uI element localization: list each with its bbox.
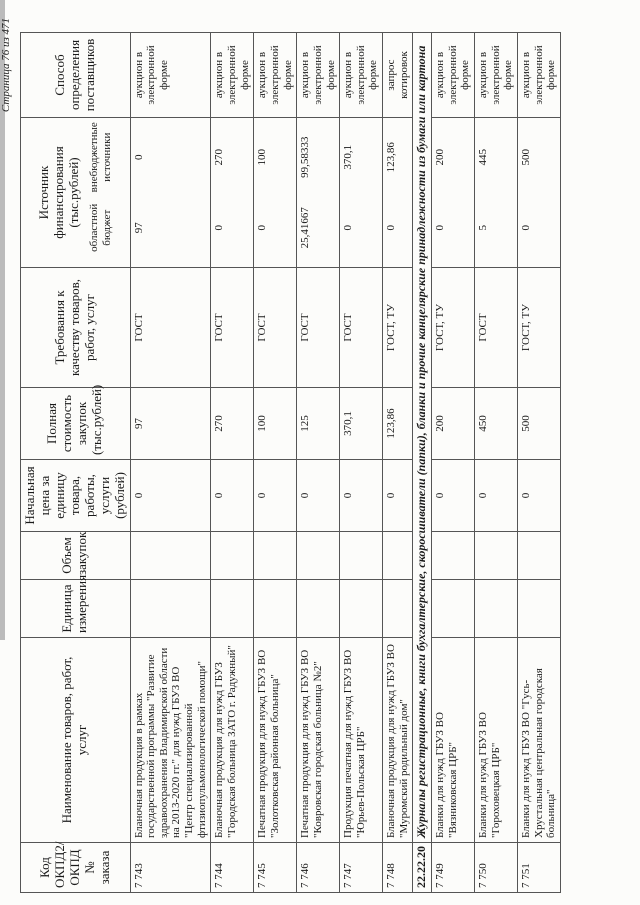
unit-cell xyxy=(383,580,413,638)
source-other: 0 xyxy=(132,154,145,160)
source-regional: 0 xyxy=(385,225,398,231)
source-cell xyxy=(518,118,561,268)
unit-cell xyxy=(130,580,211,638)
price-cell: 0 xyxy=(518,460,561,532)
volume-cell xyxy=(432,532,475,580)
method-cell: аукцион в электронной форме xyxy=(297,33,340,118)
price-cell: 0 xyxy=(254,460,297,532)
method-cell: аукцион в электронной форме xyxy=(432,33,475,118)
item-name: Бланочная продукция для нужд ГБУЗ ВО "Муромский родильный дом" xyxy=(383,638,413,843)
header-quality: Требования к качеству товаров, работ, услуг xyxy=(21,268,131,388)
header-name: Наименование товаров, работ, услуг xyxy=(21,638,131,843)
order-number: 7 751 xyxy=(518,843,561,893)
source-other: 445 xyxy=(477,149,490,166)
volume-cell xyxy=(340,532,383,580)
table-row xyxy=(383,33,413,893)
header-code: Код ОКПД2/ ОКПД № заказа xyxy=(21,843,131,893)
price-cell: 0 xyxy=(211,460,254,532)
item-name: Продукция печатная для нужд ГБУЗ ВО "Юрьев-Польская ЦРБ" xyxy=(340,638,383,843)
source-cell xyxy=(297,118,340,268)
method-cell: аукцион в электронной форме xyxy=(130,33,211,118)
total-cell: 97 xyxy=(130,388,211,460)
order-number: 7 744 xyxy=(211,843,254,893)
method-cell: запрос котировок xyxy=(383,33,413,118)
header-source xyxy=(21,118,131,268)
table-body-2 xyxy=(432,33,561,893)
header-volume: Объем закупок xyxy=(21,532,131,580)
source-other: 370,1 xyxy=(342,144,355,170)
method-cell: аукцион в электронной форме xyxy=(254,33,297,118)
volume-cell xyxy=(383,532,413,580)
unit-cell xyxy=(475,580,518,638)
volume-cell xyxy=(254,532,297,580)
source-regional: 97 xyxy=(132,222,145,234)
group-code: 22.22.20 xyxy=(413,843,432,893)
header-total: Полная стоимость закупок (тыс.рублей) xyxy=(21,388,131,460)
volume-cell xyxy=(518,532,561,580)
table-row xyxy=(432,33,475,893)
header-source-title: Источник финансирования (тыс.рублей) xyxy=(36,146,82,239)
order-number: 7 748 xyxy=(383,843,413,893)
unit-cell xyxy=(254,580,297,638)
source-regional: 0 xyxy=(213,225,226,231)
item-name: Печатная продукция для нужд ГБУЗ ВО "Золотковская районная больница" xyxy=(254,638,297,843)
price-cell: 0 xyxy=(383,460,413,532)
quality-cell: ГОСТ xyxy=(475,268,518,388)
item-name: Бланки для нужд ГБУЗ ВО "Гусь-Хрустальная центральная городская больница" xyxy=(518,638,561,843)
item-name: Бланочная продукция в рамках государственной программы "Развитие здравоохранения Владимирской области на 2013-2020 гг." для нужд ГБУЗ ВО "Центр специализированной фтизиопульмонологической помощи" xyxy=(130,638,211,843)
source-cell xyxy=(130,118,211,268)
table-row xyxy=(297,33,340,893)
order-number: 7 747 xyxy=(340,843,383,893)
price-cell: 0 xyxy=(475,460,518,532)
method-cell: аукцион в электронной форме xyxy=(475,33,518,118)
unit-cell xyxy=(211,580,254,638)
unit-cell xyxy=(432,580,475,638)
method-cell: аукцион в электронной форме xyxy=(340,33,383,118)
source-cell xyxy=(211,118,254,268)
unit-cell xyxy=(297,580,340,638)
item-name: Бланочная продукция для нужд ГБУЗ "Городская больница ЗАТО г. Радужный" xyxy=(211,638,254,843)
volume-cell xyxy=(211,532,254,580)
header-method: Способ определения поставщиков xyxy=(21,33,131,118)
group-section xyxy=(413,33,432,893)
order-number: 7 745 xyxy=(254,843,297,893)
volume-cell xyxy=(475,532,518,580)
order-number: 7 743 xyxy=(130,843,211,893)
total-cell: 100 xyxy=(254,388,297,460)
total-cell: 125 xyxy=(297,388,340,460)
volume-cell xyxy=(297,532,340,580)
quality-cell: ГОСТ, ТУ xyxy=(383,268,413,388)
group-row xyxy=(413,33,432,893)
header-row xyxy=(21,33,131,893)
total-cell: 500 xyxy=(518,388,561,460)
total-cell: 200 xyxy=(432,388,475,460)
source-regional: 0 xyxy=(434,225,447,231)
page-number: Страница 76 из 471 xyxy=(0,18,12,113)
item-name: Печатная продукция для нужд ГБУЗ ВО "Ковровская городская больница №2" xyxy=(297,638,340,843)
quality-cell: ГОСТ xyxy=(340,268,383,388)
procurement-table xyxy=(20,32,561,893)
table-row xyxy=(211,33,254,893)
price-cell: 0 xyxy=(297,460,340,532)
table-body xyxy=(130,33,413,893)
source-regional: 0 xyxy=(256,225,269,231)
total-cell: 450 xyxy=(475,388,518,460)
table-row xyxy=(254,33,297,893)
item-name: Бланки для нужд ГБУЗ ВО "Гороховецкая ЦРБ" xyxy=(475,638,518,843)
source-regional: 25,41667 xyxy=(299,207,312,249)
price-cell: 0 xyxy=(130,460,211,532)
item-name: Бланки для нужд ГБУЗ ВО "Вязниковская ЦРБ" xyxy=(432,638,475,843)
header-source-other: внебюджетные источники xyxy=(88,122,113,193)
total-cell: 370,1 xyxy=(340,388,383,460)
group-title: Журналы регистрационные, книги бухгалтерские, скоросшиватели (папки), бланки и прочие канцелярские принадлежности из бумаги или картона xyxy=(413,33,432,843)
quality-cell: ГОСТ xyxy=(130,268,211,388)
source-regional: 0 xyxy=(520,225,533,231)
quality-cell: ГОСТ xyxy=(254,268,297,388)
method-cell: аукцион в электронной форме xyxy=(211,33,254,118)
order-number: 7 750 xyxy=(475,843,518,893)
price-cell: 0 xyxy=(432,460,475,532)
source-other: 123,86 xyxy=(385,142,398,173)
quality-cell: ГОСТ xyxy=(297,268,340,388)
total-cell: 270 xyxy=(211,388,254,460)
order-number: 7 749 xyxy=(432,843,475,893)
total-cell: 123,86 xyxy=(383,388,413,460)
quality-cell: ГОСТ, ТУ xyxy=(432,268,475,388)
header-source-regional: областной бюджет xyxy=(88,203,113,252)
source-cell xyxy=(383,118,413,268)
table-row xyxy=(475,33,518,893)
unit-cell xyxy=(340,580,383,638)
price-cell: 0 xyxy=(340,460,383,532)
header-unit: Единица измерения xyxy=(21,580,131,638)
unit-cell xyxy=(518,580,561,638)
source-cell xyxy=(254,118,297,268)
table-row xyxy=(518,33,561,893)
source-cell xyxy=(475,118,518,268)
source-cell xyxy=(432,118,475,268)
source-other: 200 xyxy=(434,149,447,166)
quality-cell: ГОСТ xyxy=(211,268,254,388)
table-row xyxy=(340,33,383,893)
source-other: 99,58333 xyxy=(299,136,312,178)
volume-cell xyxy=(130,532,211,580)
source-regional: 5 xyxy=(477,225,490,231)
quality-cell: ГОСТ, ТУ xyxy=(518,268,561,388)
source-regional: 0 xyxy=(342,225,355,231)
source-other: 100 xyxy=(256,149,269,166)
source-cell xyxy=(340,118,383,268)
source-other: 270 xyxy=(213,149,226,166)
table-row xyxy=(130,33,211,893)
header-price: Начальная цена за единицу товара, работы, услуги (рублей) xyxy=(21,460,131,532)
source-other: 500 xyxy=(520,149,533,166)
method-cell: аукцион в электронной форме xyxy=(518,33,561,118)
order-number: 7 746 xyxy=(297,843,340,893)
